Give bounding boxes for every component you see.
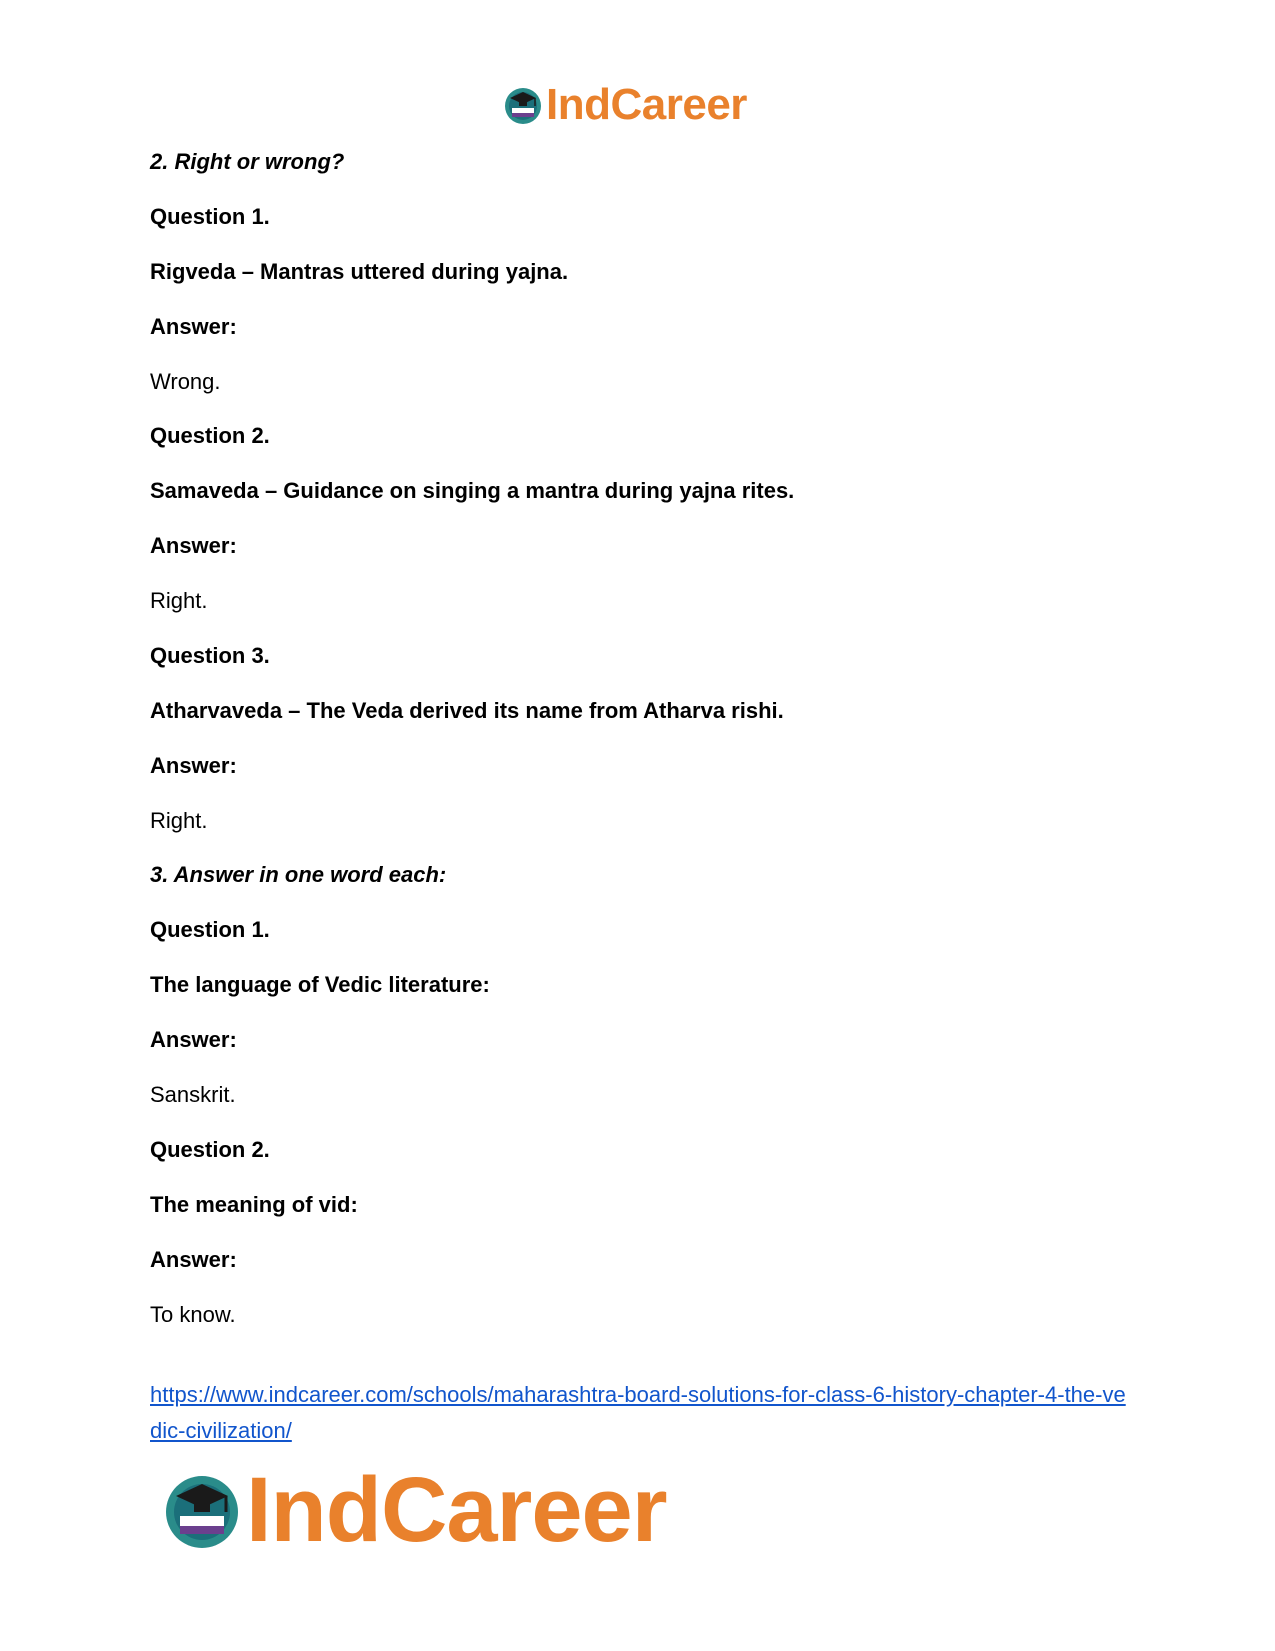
question-text: The language of Vedic literature: <box>150 972 490 997</box>
answer-text: Right. <box>150 808 208 833</box>
question-text: Samaveda – Guidance on singing a mantra during yajna rites. <box>150 478 795 503</box>
question-text: Atharvaveda – The Veda derived its name from Atharva rishi. <box>150 698 784 723</box>
logo-wordmark: IndCareer <box>246 1459 667 1561</box>
answer-label: Answer: <box>150 533 237 558</box>
answer-text: To know. <box>150 1302 236 1327</box>
answer-label: Answer: <box>150 753 237 778</box>
question-label: Question 1. <box>150 204 270 229</box>
logo-wordmark: IndCareer <box>546 80 747 129</box>
section-heading: 3. Answer in one word each: <box>150 862 447 887</box>
graduation-cap-book-icon <box>160 1468 244 1552</box>
answer-text: Wrong. <box>150 369 221 394</box>
question-label: Question 2. <box>150 1137 270 1162</box>
question-label: Question 1. <box>150 917 270 942</box>
section-heading: 2. Right or wrong? <box>150 149 345 174</box>
graduation-cap-book-icon <box>502 84 544 126</box>
answer-label: Answer: <box>150 1247 237 1272</box>
answer-text: Right. <box>150 588 208 613</box>
question-text: Rigveda – Mantras uttered during yajna. <box>150 259 569 284</box>
answer-label: Answer: <box>150 1027 237 1052</box>
indcareer-logo-header <box>502 80 747 130</box>
indcareer-logo-footer <box>160 1459 667 1561</box>
question-label: Question 2. <box>150 423 270 448</box>
source-url-link[interactable]: https://www.indcareer.com/schools/maharashtra-board-solutions-for-class-6-history-chapter-4-the-vedic-civilization/ <box>150 1382 1126 1443</box>
question-text: The meaning of vid: <box>150 1192 358 1217</box>
answer-text: Sanskrit. <box>150 1082 236 1107</box>
answer-label: Answer: <box>150 314 237 339</box>
question-label: Question 3. <box>150 643 270 668</box>
